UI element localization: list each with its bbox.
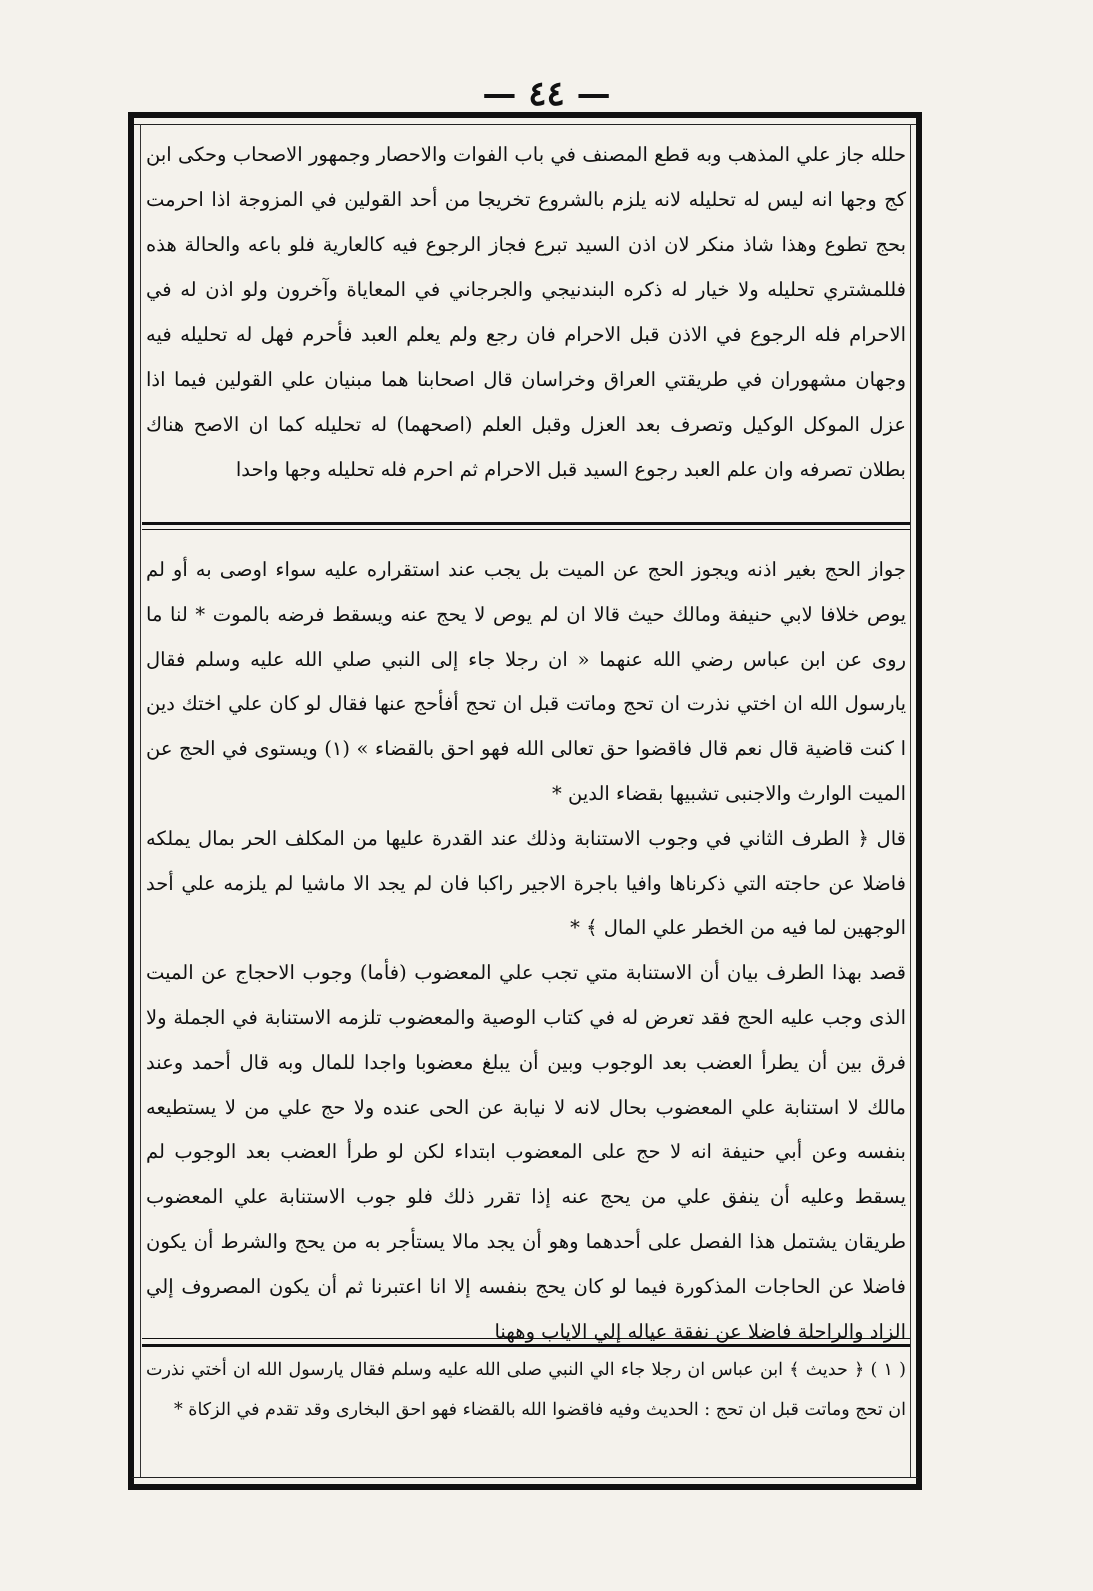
frame-left-rule [128,112,134,1490]
main-text-section [146,132,906,492]
commentary-paragraph-1: جواز الحج بغير اذنه ويجوز الحج عن الميت بل يجب عند استقراره عليه سواء اوصى به أو لم يوص خلافا لابي حنيفة ومالك حيث قالا ان لم يوص لا يحج عنه ويسقط فرضه بالموت * لنا ما روى عن ابن عباس رضي الله عنهما « ان رجلا جاء إلى النبي صلي الله عليه وسلم فقال يارسول الله ان اختي نذرت ان تحج وماتت قبل ان تحج أفأحج عنها فقال لو كان علي اختك دين ا كنت قاضية قال نعم قال فاقضوا حق تعالى الله فهو احق بالقضاء » (١) ويستوى في الحج عن الميت الوارث والاجنبى تشبيها بقضاء الدين * [146,558,906,805]
frame-right-inner-rule [910,124,911,1478]
page-number: — ٤٤ — [482,74,611,114]
section-divider [142,522,910,525]
commentary-section [146,548,906,1354]
footnote-section [146,1350,906,1430]
frame-bottom-rule [128,1484,922,1490]
main-text: حلله جاز علي المذهب وبه قطع المصنف في باب الفوات والاحصار وجمهور الاصحاب وحكى ابن كج وجها انه ليس له تحليله لانه يلزم بالشروع تخريجا من أحد القولين في المزوجة اذا احرمت بحج تطوع وهذا شاذ منكر لان اذن السيد تبرع فجاز الرجوع فيه كالعارية فلو باعه والحالة هذه فللمشتري تحليله ولا خيار له ذكره البندنيجي والجرجاني في المعاياة وآخرون ولو اذن له في الاحرام فله الرجوع في الاذن قبل الاحرام فان رجع ولم يعلم العبد فأحرم فهل له تحليله فيه وجهان مشهوران في طريقتي العراق وخراسان قال اصحابنا هما مبنيان علي القولين فيما اذا عزل الموكل الوكيل وتصرف بعد العزل وقبل العلم (اصحهما) له تحليله كما ان الاصح هناك بطلان تصرفه وان علم العبد رجوع السيد قبل الاحرام ثم احرم فله تحليله وجها واحدا [146,143,906,481]
frame-right-rule [916,112,922,1490]
frame-left-inner-rule [140,124,141,1478]
frame-bottom-inner-rule [132,1477,918,1478]
section-divider-thin [142,529,910,530]
footnote-text: ( ١ ) ﴿ حديث ﴾ ابن عباس ان رجلا جاء الي النبي صلى الله عليه وسلم فقال يارسول الله ان أختي نذرت ان تحج وماتت قبل ان تحج : الحديث وفيه فاقضوا الله بالقضاء فهو احق البخارى وقد تقدم في الزكاة * [146,1360,907,1420]
footnote-divider-thin [142,1338,910,1339]
frame-top-rule [130,112,920,118]
frame-top-inner-rule [134,124,916,125]
commentary-paragraph-2: قال ﴿ الطرف الثاني في وجوب الاستنابة وذلك عند القدرة عليها من المكلف الحر بمال يملكه فاضلا عن حاجته التي ذكرناها وافيا باجرة الاجير راكبا فان لم يجد الا ماشيا لم يلزمه علي أحد الوجهين لما فيه من الخطر علي المال ﴾ * [146,826,906,940]
footnote-divider [142,1344,910,1347]
commentary-paragraph-3: قصد بهذا الطرف بيان أن الاستنابة متي تجب علي المعضوب (فأما) وجوب الاحجاج عن الميت الذى وجب عليه الحج فقد تعرض له في كتاب الوصية والمعضوب تلزمه الاستنابة في الجملة ولا فرق بين أن يطرأ العضب بعد الوجوب وبين أن يبلغ معضوبا واجدا للمال وبه قال أحمد وعند مالك لا استنابة علي المعضوب بحال لانه لا نيابة عن الحى عنده ولا حج علي من لا يستطيعه بنفسه وعن أبي حنيفة انه لا حج على المعضوب ابتداء لكن لو طرأ العضب بعد الوجوب لم يسقط وعليه أن ينفق علي من يحج عنه إذا تقرر ذلك فلو جوب الاستنابة علي المعضوب طريقان يشتمل هذا الفصل على أحدهما وهو أن يجد مالا يستأجر به من يحج والشرط أن يكون فاضلا عن الحاجات المذكورة فيما لو كان يحج بنفسه إلا انا اعتبرنا ثم أن يكون المصروف إلي الزاد والراحلة فاضلا عن نفقة عياله إلي الاياب وههنا [146,961,906,1343]
